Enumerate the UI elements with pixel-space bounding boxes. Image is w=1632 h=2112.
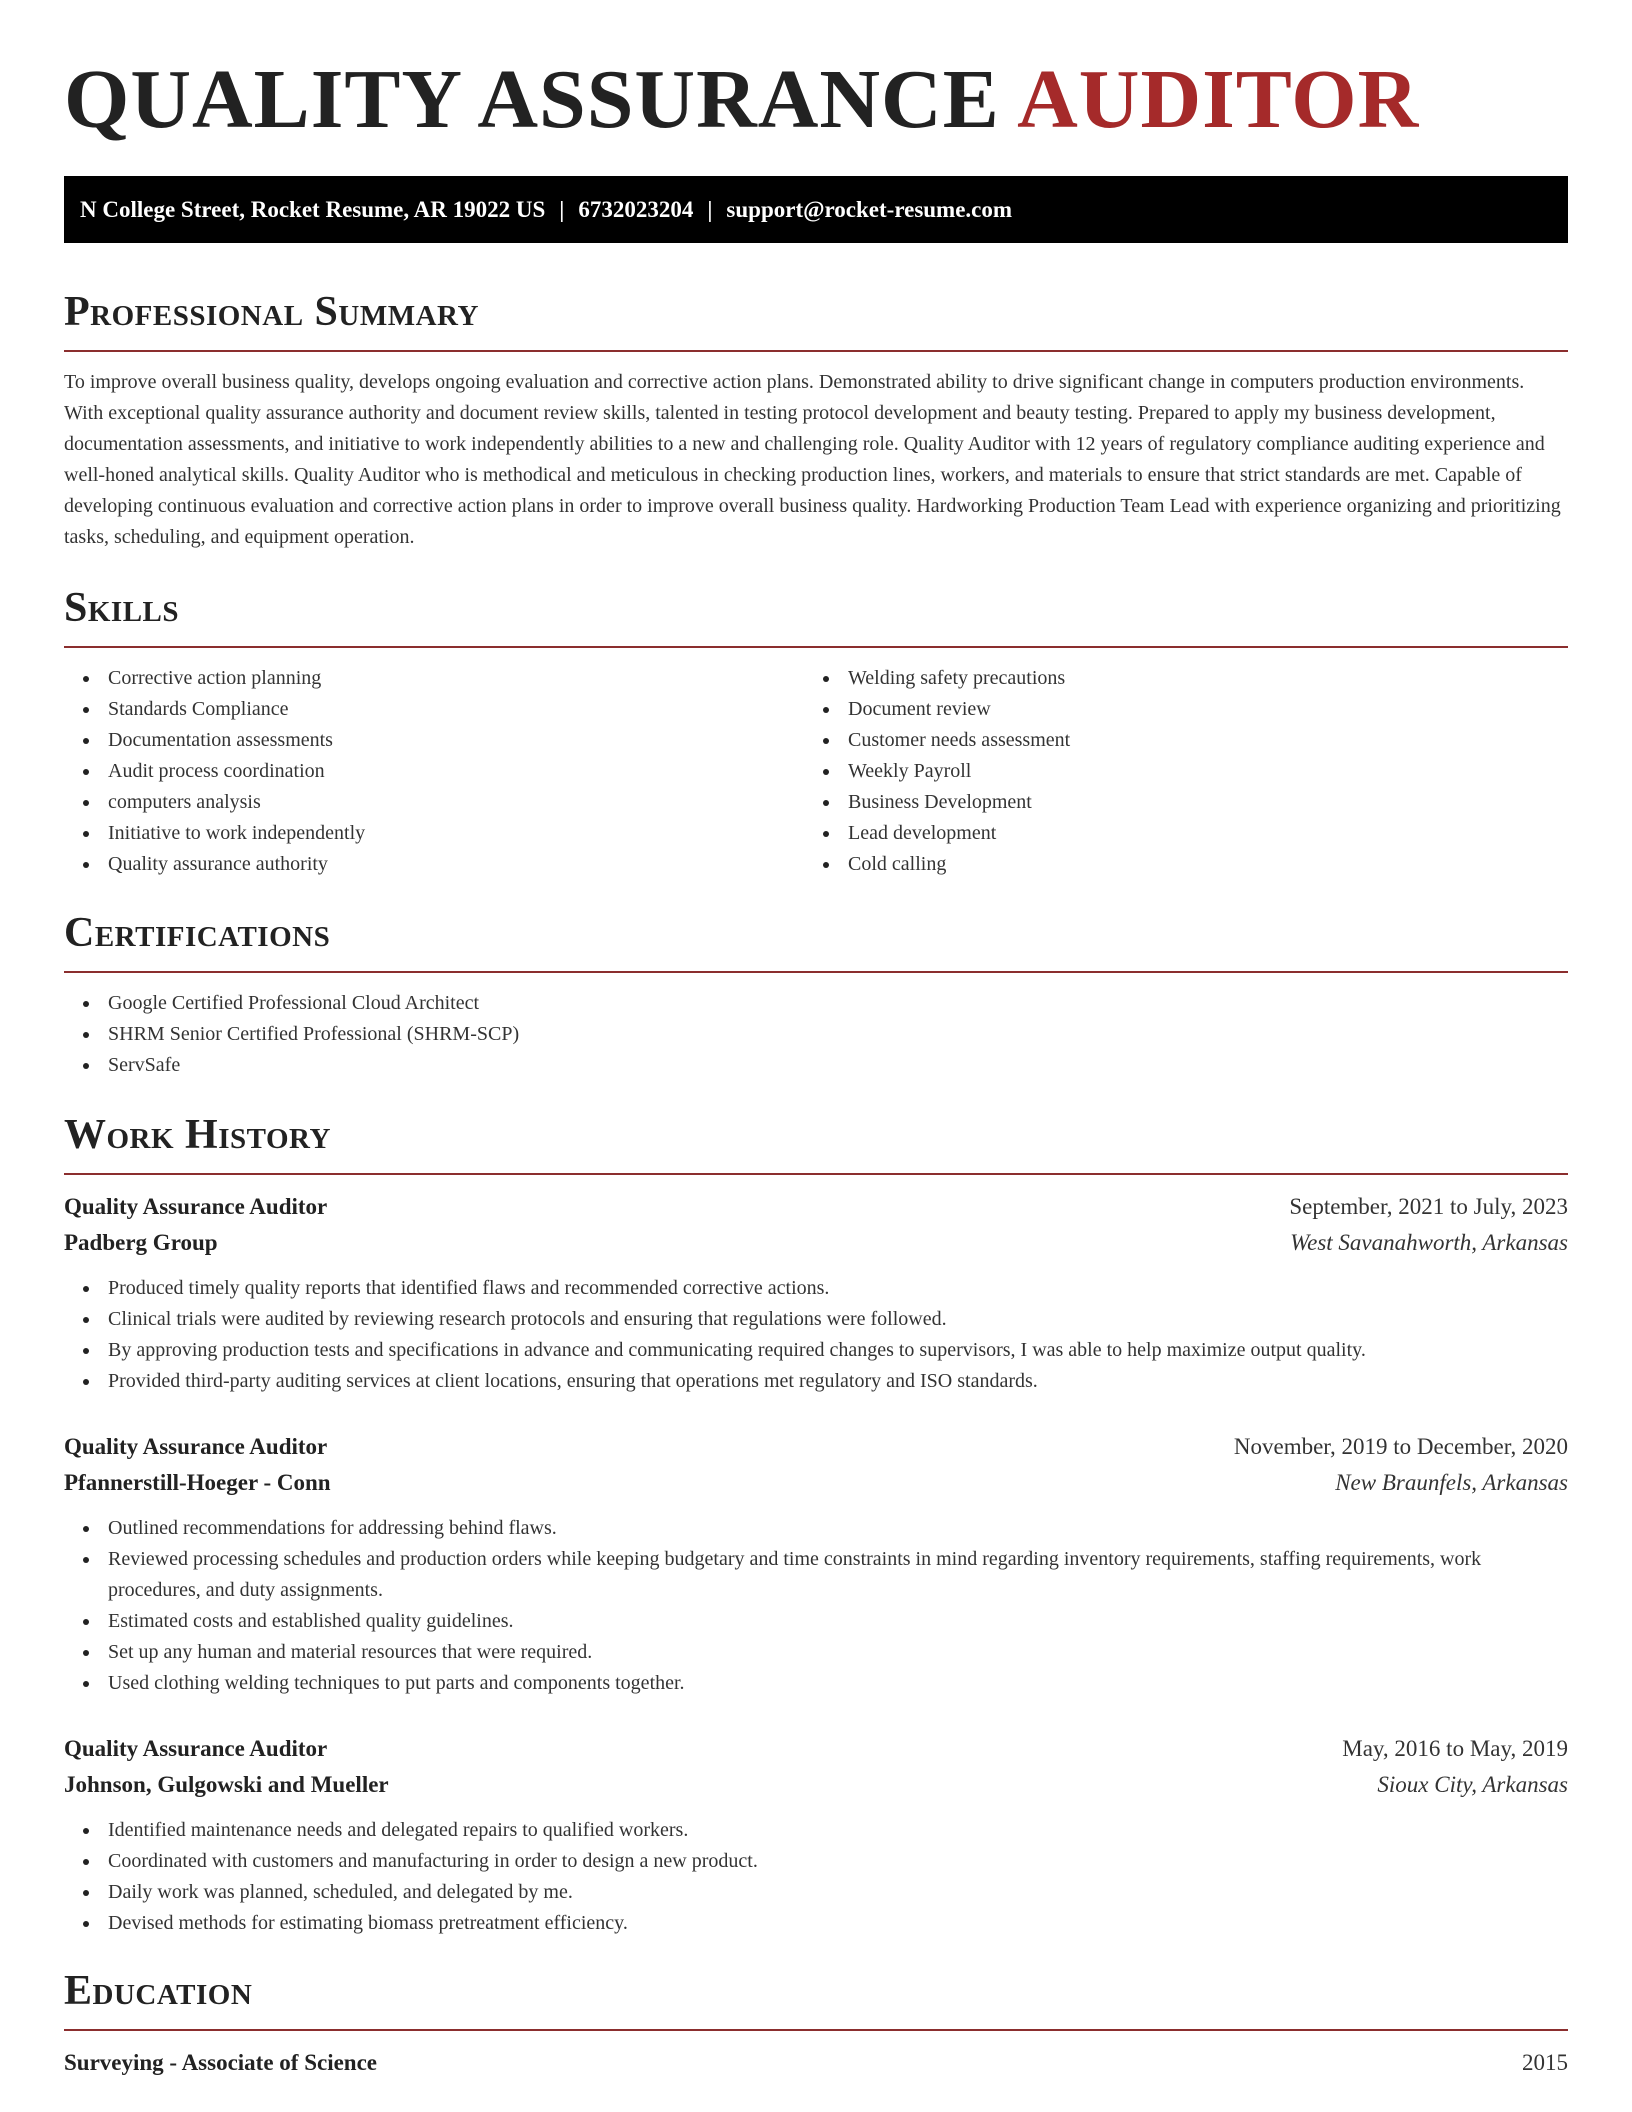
skills-right-list — [804, 663, 1544, 880]
skill-item: Cold calling — [804, 849, 1544, 880]
job-bullets — [64, 1273, 1568, 1397]
education-entry — [64, 2045, 1568, 2081]
job-bullet: Coordinated with customers and manufacturing in order to design a new product. — [64, 1846, 1568, 1877]
skills-heading: Skills — [64, 580, 1568, 648]
job-bullet: Devised methods for estimating biomass pretreatment efficiency. — [64, 1908, 1568, 1939]
job-title: Quality Assurance Auditor — [64, 1736, 328, 1761]
job-bullets — [64, 1513, 1568, 1699]
job-company: Johnson, Gulgowski and Mueller — [64, 1772, 389, 1797]
education-degree: Surveying - Associate of Science — [64, 2050, 378, 2075]
job-bullet: Outlined recommendations for addressing behind flaws. — [64, 1513, 1568, 1544]
title-main: QUALITY ASSURANCE — [64, 53, 1000, 146]
job-bullet: By approving production tests and specifications in advance and communicating required changes to supervisors, I was able to help maximize output quality. — [64, 1335, 1568, 1366]
certifications-heading: Certifications — [64, 905, 1568, 973]
skills-left-list — [64, 663, 804, 880]
resume-title — [64, 0, 1568, 145]
job-location: New Braunfels, Arkansas — [1335, 1470, 1568, 1495]
skills-grid — [64, 663, 1568, 880]
work-history-heading: Work History — [64, 1107, 1568, 1175]
certifications-list — [64, 988, 1568, 1081]
summary-text: To improve overall business quality, develops ongoing evaluation and corrective action plans. Demonstrated ability to drive significant change in computers production environments. With exceptional quality assurance authority and document review skills, talented in testing protocol development and beauty testing. Prepared to apply my business development, documentation assessments, and initiative to work independently abilities to a new and challenging role. Quality Auditor with 12 years of regulatory compliance auditing experience and well-honed analytical skills. Quality Auditor who is methodical and meticulous in checking production lines, workers, and materials to ensure that strict standards are met. Capable of developing continuous evaluation and corrective action plans in order to improve overall business quality. Hardworking Production Team Lead with experience organizing and prioritizing tasks, scheduling, and equipment operation. — [64, 371, 1561, 548]
contact-separator: | — [707, 197, 713, 222]
skill-item: Initiative to work independently — [64, 818, 804, 849]
job-entry — [64, 1731, 1568, 1939]
job-location: Sioux City, Arkansas — [1377, 1772, 1568, 1797]
skill-item: Documentation assessments — [64, 725, 804, 756]
job-title: Quality Assurance Auditor — [64, 1434, 328, 1459]
job-location: West Savanahworth, Arkansas — [1290, 1230, 1568, 1255]
skill-item: Lead development — [804, 818, 1544, 849]
certification-item: ServSafe — [64, 1050, 1568, 1081]
certification-item: SHRM Senior Certified Professional (SHRM-SCP) — [64, 1019, 1568, 1050]
contact-address: N College Street, Rocket Resume, AR 19022 US — [80, 197, 546, 222]
job-entry — [64, 1429, 1568, 1699]
job-dates: May, 2016 to May, 2019 — [1342, 1736, 1568, 1761]
resume-page — [64, 0, 1568, 2081]
summary-heading: Professional Summary — [64, 284, 1568, 352]
job-bullet: Daily work was planned, scheduled, and delegated by me. — [64, 1877, 1568, 1908]
contact-separator: | — [559, 197, 565, 222]
job-bullet: Clinical trials were audited by reviewing research protocols and ensuring that regulations were followed. — [64, 1304, 1568, 1335]
job-company: Pfannerstill-Hoeger - Conn — [64, 1470, 331, 1495]
skill-item: Welding safety precautions — [804, 663, 1544, 694]
job-bullet: Reviewed processing schedules and production orders while keeping budgetary and time constraints in mind regarding inventory requirements, staffing requirements, work procedures, and duty assignments. — [64, 1544, 1568, 1606]
skill-item: Standards Compliance — [64, 694, 804, 725]
job-bullet: Estimated costs and established quality guidelines. — [64, 1606, 1568, 1637]
skill-item: Audit process coordination — [64, 756, 804, 787]
certification-item: Google Certified Professional Cloud Architect — [64, 988, 1568, 1019]
skill-item: Quality assurance authority — [64, 849, 804, 880]
job-bullet: Identified maintenance needs and delegated repairs to qualified workers. — [64, 1815, 1568, 1846]
job-bullets — [64, 1815, 1568, 1939]
skill-item: Business Development — [804, 787, 1544, 818]
job-dates: September, 2021 to July, 2023 — [1289, 1194, 1568, 1219]
job-bullet: Set up any human and material resources that were required. — [64, 1637, 1568, 1668]
education-year: 2015 — [1522, 2050, 1568, 2075]
job-dates: November, 2019 to December, 2020 — [1233, 1434, 1568, 1459]
contact-email[interactable]: support@rocket-resume.com — [726, 197, 1013, 222]
job-title: Quality Assurance Auditor — [64, 1194, 328, 1219]
title-accent: AUDITOR — [1017, 53, 1420, 146]
skill-item: Customer needs assessment — [804, 725, 1544, 756]
skill-item: Weekly Payroll — [804, 756, 1544, 787]
skill-item: Corrective action planning — [64, 663, 804, 694]
education-heading: Education — [64, 1963, 1568, 2031]
job-bullet: Provided third-party auditing services at client locations, ensuring that operations met regulatory and ISO standards. — [64, 1366, 1568, 1397]
job-bullet: Used clothing welding techniques to put parts and components together. — [64, 1668, 1568, 1699]
contact-bar — [64, 176, 1568, 243]
job-company: Padberg Group — [64, 1230, 218, 1255]
contact-phone[interactable]: 6732023204 — [578, 197, 694, 222]
skill-item: Document review — [804, 694, 1544, 725]
job-entry — [64, 1189, 1568, 1397]
job-bullet: Produced timely quality reports that identified flaws and recommended corrective actions. — [64, 1273, 1568, 1304]
skill-item: computers analysis — [64, 787, 804, 818]
